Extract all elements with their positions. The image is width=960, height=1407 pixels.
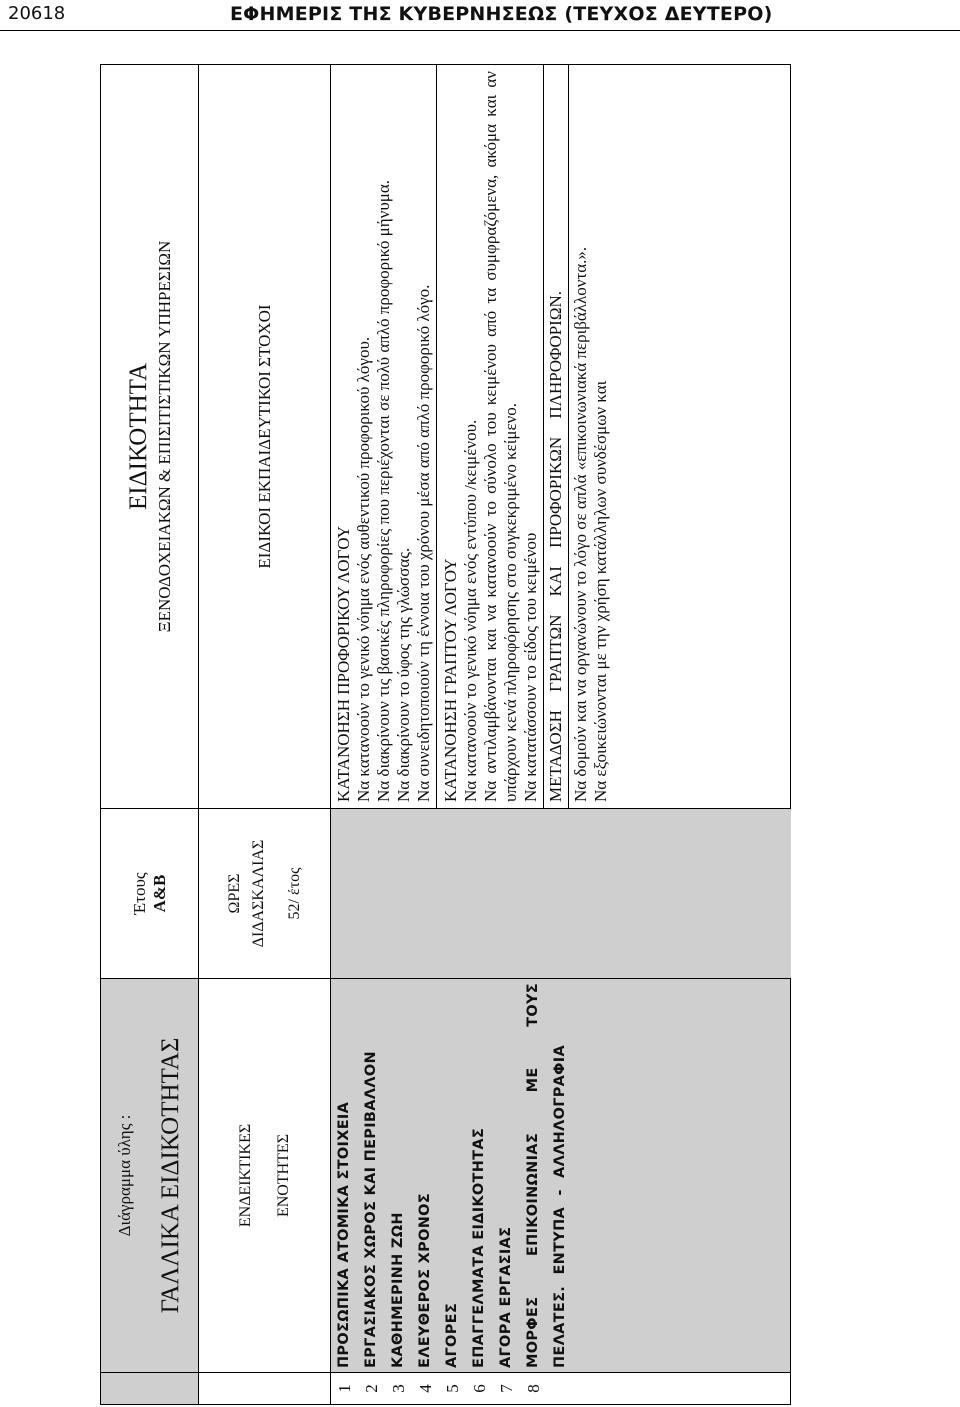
written-objective: Να κατανοούν το γενικό νόημα ενός εντύπου /κειμένου.: [461, 419, 480, 802]
written-objective: Να κατατάσσουν το είδος του κειμένου: [521, 532, 540, 802]
transfer-title-block: [543, 65, 569, 808]
oral-title: ΚΑΤΑΝΟΗΣΗ ΠΡΟΦΟΡΙΚΟΥ ΛΟΓΟΥ: [334, 525, 353, 802]
unit-number: 4: [416, 1384, 435, 1393]
page-number: 20618: [8, 3, 66, 24]
unit-number: 7: [497, 1384, 516, 1393]
unit-title: ΠΡΟΣΩΠΙΚΑ ΑΤΟΜΙΚΑ ΣΤΟΙΧΕΙΑ: [336, 1101, 352, 1368]
year-label: Έτους: [129, 872, 149, 915]
unit-title: ΕΡΓΑΣΙΑΚΟΣ ΧΩΡΟΣ ΚΑΙ ΠΕΡΙΒΑΛΛΟΝ: [363, 1051, 379, 1368]
written-objective: Να αντιλαμβάνονται και να κατανοούν το σύνολο του κειμένου από τα συμφραζόμενα, ακόμα και αν υπάρχουν κενά πληροφόρησης στο συγκεκριμένο κείμενο.: [481, 71, 520, 802]
transfer-objective: Να δομούν και να οργανώνουν το λόγο σε απλά «επικοινωνιακά περιβάλλοντα.».: [571, 246, 590, 802]
specialty-label: ΕΙΔΙΚΟΤΗΤΑ: [124, 362, 152, 511]
subject-cell: [101, 979, 199, 1373]
objectives-cell: [331, 65, 791, 809]
units-header-line2: ΕΝΟΤΗΤΕΣ: [274, 1133, 292, 1218]
syllabus-table-rotated: [100, 65, 790, 1405]
written-title: ΚΑΤΑΝΟΗΣΗ ΓΡΑΠΤΟΥ ΛΟΓΟΥ: [441, 558, 460, 802]
gazette-title: ΕΦΗΜΕΡΙΣ ΤΗΣ ΚΥΒΕΡΝΗΣΕΩΣ (ΤΕΥΧΟΣ ΔΕΥΤΕΡΟ): [230, 3, 773, 25]
unit-titles: [331, 979, 791, 1373]
hours-value: 52/ έτος: [285, 867, 303, 920]
subject-title: ΓΑΛΛΙΚΑ ΕΙΔΙΚΟΤΗΤΑΣ: [156, 1037, 184, 1314]
hours-header: [199, 809, 331, 979]
hours-header-line1: ΩΡΕΣ: [225, 873, 243, 914]
syllabus-table: [100, 64, 791, 1405]
unit-number: 6: [470, 1384, 489, 1393]
unit-number: 5: [443, 1384, 462, 1393]
unit-number: 8: [524, 1384, 543, 1393]
unit-title: ΚΑΘΗΜΕΡΙΝΗ ΖΩΗ: [390, 1212, 406, 1368]
oral-objective: Να συνειδητοποιούν τη έννοια του χρόνου μέσα από απλό προφορικό λόγο.: [414, 284, 433, 802]
unit-number: 1: [335, 1384, 354, 1393]
year-value: Α&Β: [149, 874, 169, 913]
specialty-value: ΞΕΝΟΔΟΧΕΙΑΚΩΝ & ΕΠΙΣΙΤΙΣΤΙΚΩΝ ΥΠΗΡΕΣΙΩΝ: [154, 240, 174, 633]
hours-header-line2: ΔΙΔΑΣΚΑΛΙΑΣ: [249, 839, 267, 948]
syllabus-label: Διάγραμμα ύλης :: [114, 1114, 134, 1237]
objectives-header: ΕΙΔΙΚΟΙ ΕΚΠΑΙΔΕΥΤΙΚΟΙ ΣΤΟΧΟΙ: [199, 65, 331, 809]
transfer-title: ΜΕΤΑΔΟΣΗ ΓΡΑΠΤΩΝ ΚΑΙ ΠΡΟΦΟΡΙΚΩΝ ΠΛΗΡΟΦΟΡΙΩΝ.: [546, 291, 565, 802]
oral-objective: Να διακρίνουν το ύφος της γλώσσας.: [394, 547, 413, 802]
oral-objective: Να κατανοούν το γενικό νόημα ενός αυθεντικού προφορικού λόγου.: [354, 336, 373, 802]
unit-number: 3: [389, 1384, 408, 1393]
units-header: [199, 979, 331, 1373]
written-section: [437, 65, 543, 808]
unit-number: 2: [362, 1384, 381, 1393]
unit-title: ΑΓΟΡΕΣ: [444, 1302, 460, 1368]
unit-title: ΕΛΕΥΘΕΡΟΣ ΧΡΟΝΟΣ: [417, 1193, 433, 1368]
transfer-section: [569, 65, 613, 808]
oral-section: [331, 65, 437, 808]
page-header: [0, 0, 960, 31]
specialty-cell: [101, 65, 199, 809]
year-cell: [101, 809, 199, 979]
units-header-line1: ΕΝΔΕΙΚΤΙΚΕΣ: [236, 1123, 254, 1228]
unit-title: ΜΟΡΦΕΣ ΕΠΙΚΟΙΝΩΝΙΑΣ ΜΕ ΤΟΥΣ ΠΕΛΑΤΕΣ. ΕΝΤΥΠΑ - ΑΛΛΗΛΟΓΡΑΦΙΑ: [525, 983, 568, 1368]
unit-numbers: [331, 1373, 791, 1405]
transfer-objective: Να εξοικειώνονται με την χρήση κατάλληλων συνδέσμων και: [591, 380, 610, 802]
oral-objective: Να διακρίνουν τις βασικές πληροφορίες που περιέχονται σε πολύ απλό προφορικό μήνυμα.: [374, 179, 393, 802]
unit-title: ΕΠΑΓΓΕΛΜΑΤΑ ΕΙΔΙΚΟΤΗΤΑΣ: [471, 1127, 487, 1368]
unit-title: ΑΓΟΡΑ ΕΡΓΑΣΙΑΣ: [498, 1226, 514, 1368]
